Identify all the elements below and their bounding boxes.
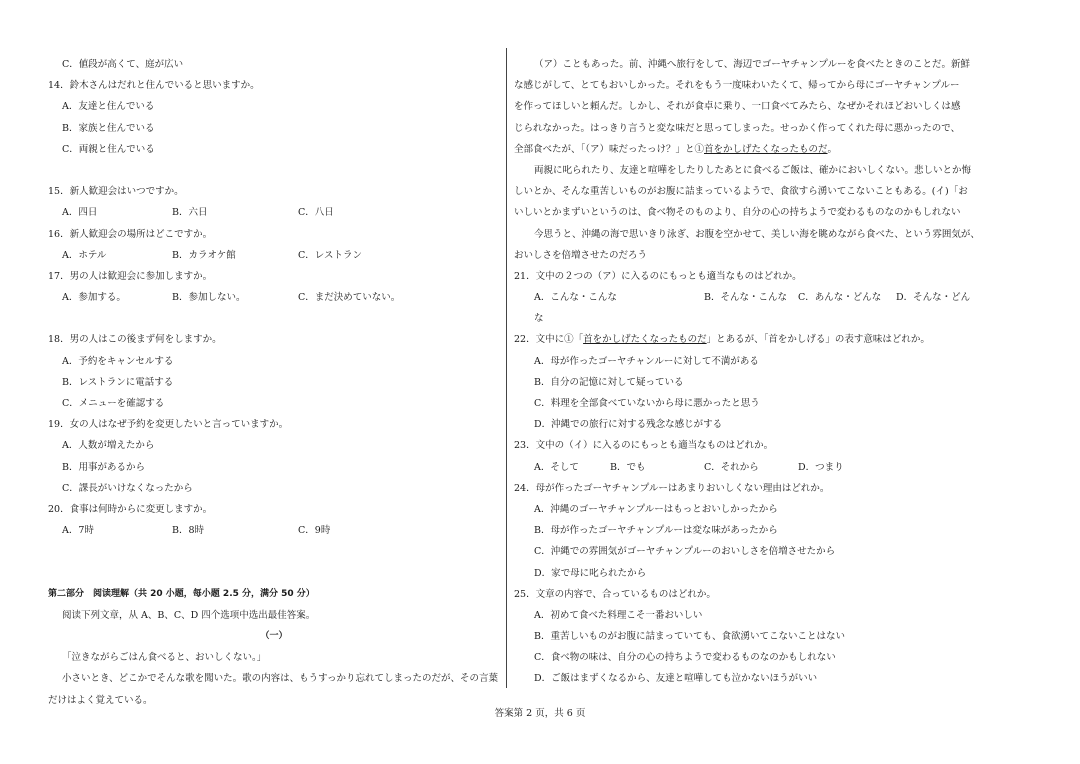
q14-option-b: B．家族と住んでいる xyxy=(62,122,155,134)
q17-option-c: C．まだ決めていない。 xyxy=(298,292,401,304)
q14-stem: 14．鈴木さんはだれと住んでいると思いますか。 xyxy=(48,80,260,92)
q21-option-c: C．あんな・どんな xyxy=(798,292,882,304)
q25-option-c: C．食べ物の味は、自分の心の持ちようで変わるものなのかもしれない xyxy=(534,652,836,664)
q23-option-d: D．つまり xyxy=(798,461,844,473)
q24-option-a: A．沖縄のゴーヤチャンプルーはもっとおいしかったから xyxy=(534,503,778,515)
passage-r-line-5-text: 全部食べたが、「（ア）味だったっけ？」と① xyxy=(514,143,705,155)
q16-option-b: B．カラオケ館 xyxy=(172,249,236,261)
q24-option-c: C．沖縄での雰囲気がゴーヤチャンプルーのおいしさを倍増させたから xyxy=(534,546,836,558)
passage-line-1: 小さいとき、どこかでそんな歌を聞いた。歌の内容は、もうすっかり忘れてしまったのだが、その言葉 xyxy=(62,673,499,685)
q15-option-a: A．四日 xyxy=(62,207,98,219)
q21-stem: 21．文中の２つの（ア）に入るのにもっとも適当なものはどれか。 xyxy=(514,270,802,282)
q23-options xyxy=(514,457,974,478)
q15-stem: 15．新人歓迎会はいつですか。 xyxy=(48,186,184,198)
q18-stem: 18．男の人はこの後まず何をしますか。 xyxy=(48,334,222,346)
passage-p2-line-2: しいとか、そんな重苦しいものがお腹に詰まっているようで、食欲すら湧いてこないこともある。(イ)「お xyxy=(514,186,968,198)
q16-stem: 16．新人歓迎会の場所はどこですか。 xyxy=(48,228,213,240)
passage-p3-line-1: 今思うと、沖縄の海で思いきり泳ぎ、お腹を空かせて、美しい海を眺めながら食べた、という雰囲気が、 xyxy=(534,228,980,240)
q20-option-c: C．9時 xyxy=(298,525,331,537)
q25-stem: 25．文章の内容で、合っているものはどれか。 xyxy=(514,588,716,600)
q21-option-a: A．こんな・こんな xyxy=(534,292,617,304)
q23-stem: 23．文中の（イ）に入るのにもっとも適当なものはどれか。 xyxy=(514,440,774,452)
passage-r-line-5-end: 。 xyxy=(827,143,838,155)
section-title: 第二部分 阅读理解（共 20 小题，每小题 2.5 分，满分 50 分） xyxy=(48,588,315,599)
q15-options xyxy=(48,202,500,223)
q24-option-b: B．母が作ったゴーヤチャンプルーは変な味があったから xyxy=(534,525,778,537)
passage-p2-line-1: 両親に叱られたり、友達と喧嘩をしたりしたあとに食べるご飯は、確かにおいしくない。悲しいとか悔 xyxy=(534,164,972,176)
q15-option-b: B．六日 xyxy=(172,207,208,219)
q22-stem xyxy=(514,329,974,350)
left-column xyxy=(48,54,500,711)
q14-option-c: C．両親と住んでいる xyxy=(62,143,155,155)
q23-option-b: B．でも xyxy=(610,461,646,473)
passage-r-line-3: を作ってほしいと頼んだ。しかし、それが食卓に乗り、一口食べてみたら、なぜかそれほどおいしくは感 xyxy=(514,101,961,113)
q13-option-c: C．値段が高くて、庭が広い xyxy=(62,59,184,70)
q18-option-c: C．メニューを確認する xyxy=(62,398,165,409)
passage-label: （一） xyxy=(260,631,288,642)
column-divider xyxy=(506,48,507,688)
q21-option-d-wrap: な xyxy=(534,313,544,325)
passage-r-line-2: な感じがして、とてもおいしかった。それをもう一度味わいたくて、帰ってから母にゴーヤチャンプルー xyxy=(514,80,960,92)
reading-instruction: 阅读下列文章，从 A、B、C、D 四个选项中选出最佳答案。 xyxy=(62,609,316,621)
q16-option-c: C．レストラン xyxy=(298,249,362,261)
underlined-phrase-1: 首をかしげたくなったものだ xyxy=(704,143,828,155)
q22-option-a: A．母が作ったゴーヤチャンルーに対して不満がある xyxy=(534,355,759,367)
q19-option-c: C．課長がいけなくなったから xyxy=(62,482,193,494)
passage-quote: 「泣きながらごはん食べると、おいしくない。」 xyxy=(62,652,267,664)
passage-r-line-1: （ア）こともあった。前、沖縄へ旅行をして、海辺でゴーヤチャンプルーを食べたときのことだ。新鮮 xyxy=(534,59,971,70)
q20-option-a: A．7時 xyxy=(62,525,94,537)
q21-options xyxy=(514,287,974,308)
q22-option-d: D．沖縄での旅行に対する残念な感じがする xyxy=(534,419,723,431)
q17-option-b: B．参加しない。 xyxy=(172,292,246,304)
passage-r-line-4: じられなかった。はっきり言うと変な味だと思ってしまった。せっかく作ってくれた母に悪かったので、 xyxy=(514,122,961,134)
q15-option-c: C．八日 xyxy=(298,207,334,219)
q24-stem: 24．母が作ったゴーヤチャンプルーはあまりおいしくない理由はどれか。 xyxy=(514,482,830,494)
q17-stem: 17．男の人は歓迎会に参加しますか。 xyxy=(48,270,213,282)
q16-option-a: A．ホテル xyxy=(62,249,107,261)
q17-options xyxy=(48,287,500,308)
q19-stem: 19．女の人はなぜ予約を変更したいと言っていますか。 xyxy=(48,419,289,431)
q25-option-b: B．重苦しいものがお腹に詰まっていても、食欲湧いてこないことはない xyxy=(534,631,845,643)
right-column xyxy=(514,54,980,690)
q22-stem-start: 22．文中に①「 xyxy=(514,334,584,346)
q23-option-c: C．それから xyxy=(704,461,759,473)
q22-option-c: C．料理を全部食べていないから母に悪かったと思う xyxy=(534,398,760,409)
page-footer: 答案第 2 页，共 6 页 xyxy=(494,708,586,719)
q20-stem: 20．食事は何時からに変更しますか。 xyxy=(48,503,213,515)
q24-option-d: D．家で母に叱られたから xyxy=(534,567,647,579)
q22-stem-end: 」とあるが、「首をかしげる」の表す意味はどれか。 xyxy=(706,334,930,346)
passage-r-line-5 xyxy=(514,139,974,160)
passage-line-2: だけはよく覚えている。 xyxy=(48,694,153,706)
q21-option-b: B．そんな・こんな xyxy=(704,292,787,304)
q25-option-a: A．初めて食べた料理こそ一番おいしい xyxy=(534,609,703,621)
q14-option-a: A．友達と住んでいる xyxy=(62,101,155,113)
passage-p2-line-3: いしいとかまずいというのは、食べ物そのものより、自分の心の持ちようで変わるものなのかもしれない xyxy=(514,207,961,219)
q19-option-b: B．用事があるから xyxy=(62,461,145,473)
q18-option-a: A．予約をキャンセルする xyxy=(62,355,174,367)
q21-option-d: D．そんな・どん xyxy=(896,292,971,304)
q23-option-a: A．そして xyxy=(534,461,579,473)
q20-options xyxy=(48,520,500,541)
q22-underlined-phrase: 首をかしげたくなったものだ xyxy=(583,334,707,346)
q25-option-d: D．ご飯はまずくなるから、友達と喧嘩しても泣かないほうがいい xyxy=(534,673,818,685)
q19-option-a: A．人数が増えたから xyxy=(62,440,155,452)
q22-option-b: B．自分の記憶に対して疑っている xyxy=(534,376,684,388)
q18-option-b: B．レストランに電話する xyxy=(62,376,174,388)
passage-p3-line-2: おいしさを倍増させたのだろう xyxy=(514,249,648,261)
q17-option-a: A．参加する。 xyxy=(62,292,126,304)
q16-options xyxy=(48,245,500,266)
q20-option-b: B．8時 xyxy=(172,525,205,537)
